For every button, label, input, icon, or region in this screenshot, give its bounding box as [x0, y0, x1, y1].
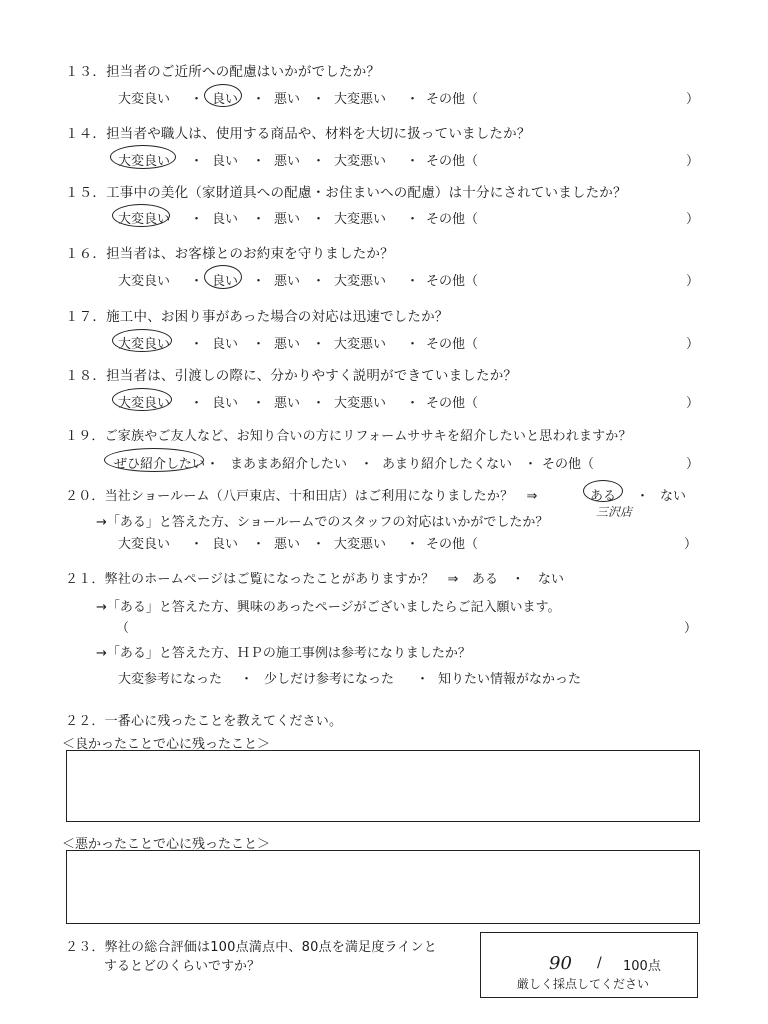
- separator: ・: [206, 457, 220, 472]
- separator: ・: [190, 274, 204, 289]
- q17-option-good[interactable]: 良い: [212, 337, 239, 352]
- question-20: ２０．当社ショールーム（八戸東店、十和田店）はご利用になりましたか？ ⇒: [65, 489, 538, 504]
- q20-option-bad[interactable]: 悪い: [274, 537, 301, 552]
- q20-option-no[interactable]: ない: [660, 489, 687, 504]
- q18-option-other[interactable]: その他（: [426, 396, 479, 411]
- q18-option-very-good[interactable]: 大変良い: [118, 396, 171, 411]
- good-memory-textbox[interactable]: [66, 750, 700, 822]
- q21-paren-close: ）: [684, 621, 698, 636]
- q16-option-bad[interactable]: 悪い: [274, 274, 301, 289]
- q17-option-very-bad[interactable]: 大変悪い: [334, 337, 387, 352]
- separator: ・: [406, 274, 420, 289]
- q14-option-very-good[interactable]: 大変良い: [118, 154, 171, 169]
- separator: ・: [312, 154, 326, 169]
- q16-option-very-good[interactable]: 大変良い: [118, 274, 171, 289]
- paren-close: ）: [686, 396, 700, 411]
- paren-close: ）: [686, 274, 700, 289]
- q21-followup-1: →「ある」と答えた方、興味のあったページがございましたらご記入願います。: [96, 600, 561, 615]
- q19-option-somewhat[interactable]: まあまあ紹介したい: [230, 457, 348, 472]
- q13-option-bad[interactable]: 悪い: [274, 92, 301, 107]
- separator: ・: [252, 337, 266, 352]
- paren-close: ）: [686, 212, 700, 227]
- bad-memory-label: ＜悪かったことで心に残ったこと＞: [62, 837, 271, 852]
- question-17: １７．施工中、お困り事があった場合の対応は迅速でしたか？: [65, 309, 449, 325]
- paren-close: ）: [686, 154, 700, 169]
- q20-option-good[interactable]: 良い: [212, 537, 239, 552]
- q21-option-slightly-helpful[interactable]: 少しだけ参考になった: [264, 672, 395, 687]
- separator: ・: [252, 274, 266, 289]
- question-19: １９．ご家族やご友人など、お知り合いの方にリフォームササキを紹介したいと思われますか？: [65, 429, 632, 444]
- separator: ・: [312, 212, 326, 227]
- question-16: １６．担当者は、お客様とのお約束を守りましたか？: [65, 246, 394, 262]
- q15-option-good[interactable]: 良い: [212, 212, 239, 227]
- score-slash: /: [597, 955, 602, 971]
- answer-circle-mark: [112, 329, 172, 352]
- question-15: １５．工事中の美化（家財道具への配慮・お住まいへの配慮）は十分にされていましたか？: [65, 185, 627, 201]
- q15-option-very-good[interactable]: 大変良い: [118, 212, 171, 227]
- score-max: 100点: [623, 959, 661, 974]
- question-22: ２２．一番心に残ったことを教えてください。: [65, 714, 343, 729]
- paren-close: ）: [686, 92, 700, 107]
- q21-option-not-helpful[interactable]: 知りたい情報がなかった: [438, 672, 582, 687]
- answer-circle-mark: [583, 480, 623, 502]
- separator: ・: [190, 154, 204, 169]
- separator: ・: [406, 337, 420, 352]
- separator: ・: [360, 457, 374, 472]
- q20-option-other[interactable]: その他（: [426, 537, 479, 552]
- q17-option-other[interactable]: その他（: [426, 337, 479, 352]
- q13-option-good[interactable]: 良い: [212, 92, 239, 107]
- q19-option-definitely[interactable]: ぜひ紹介したい: [114, 457, 206, 472]
- score-box[interactable]: [480, 932, 698, 998]
- q15-option-other[interactable]: その他（: [426, 212, 479, 227]
- separator: ・: [312, 537, 326, 552]
- q18-option-bad[interactable]: 悪い: [274, 396, 301, 411]
- q19-option-other[interactable]: その他（: [542, 457, 595, 472]
- q20-option-yes[interactable]: ある: [590, 489, 617, 504]
- separator: ・: [252, 537, 266, 552]
- separator: ・: [252, 154, 266, 169]
- q14-option-very-bad[interactable]: 大変悪い: [334, 154, 387, 169]
- q16-option-very-bad[interactable]: 大変悪い: [334, 274, 387, 289]
- separator: ・: [406, 154, 420, 169]
- q17-option-bad[interactable]: 悪い: [274, 337, 301, 352]
- q13-option-very-bad[interactable]: 大変悪い: [334, 92, 387, 107]
- separator: ・: [252, 212, 266, 227]
- question-23-line-1: ２３．弊社の総合評価は100点満点中、80点を満足度ラインと: [65, 940, 437, 955]
- q16-option-good[interactable]: 良い: [212, 274, 239, 289]
- q21-paren-open: （: [116, 621, 130, 636]
- question-21: ２１．弊社のホームページはご覧になったことがありますか？ ⇒ ある ・ ない: [65, 572, 565, 587]
- q18-option-good[interactable]: 良い: [212, 396, 239, 411]
- question-18: １８．担当者は、引渡しの際に、分かりやすく説明ができていましたか？: [65, 368, 518, 384]
- q14-option-good[interactable]: 良い: [212, 154, 239, 169]
- question-14: １４．担当者や職人は、使用する商品や、材料を大切に扱っていましたか？: [65, 126, 531, 142]
- answer-circle-mark: [204, 84, 242, 107]
- separator: ・: [190, 396, 204, 411]
- separator: ・: [190, 92, 204, 107]
- answer-circle-mark: [112, 204, 170, 227]
- separator: ・: [524, 457, 538, 472]
- q21-option-very-helpful[interactable]: 大変参考になった: [118, 672, 223, 687]
- q20-handwritten-note: 三沢店: [596, 505, 633, 519]
- question-23-line-2: するとどのくらいですか？: [104, 959, 261, 974]
- score-note: 厳しく採点してください: [517, 977, 650, 991]
- answer-circle-mark: [104, 448, 204, 472]
- q20-option-very-bad[interactable]: 大変悪い: [334, 537, 387, 552]
- q20-followup: →「ある」と答えた方、ショールームでのスタッフの対応はいかがでしたか？: [96, 515, 549, 530]
- answer-circle-mark: [204, 265, 242, 289]
- separator: ・: [416, 672, 430, 687]
- answer-circle-mark: [110, 145, 176, 169]
- separator: ・: [406, 537, 420, 552]
- q13-option-very-good[interactable]: 大変良い: [118, 92, 171, 107]
- separator: ・: [312, 274, 326, 289]
- paren-close: ）: [686, 457, 700, 472]
- score-handwritten: 90: [549, 953, 572, 974]
- separator: ・: [252, 396, 266, 411]
- separator: ・: [406, 212, 420, 227]
- q18-option-very-bad[interactable]: 大変悪い: [334, 396, 387, 411]
- separator: ・: [636, 489, 650, 504]
- separator: ・: [190, 537, 204, 552]
- q16-option-other[interactable]: その他（: [426, 274, 479, 289]
- q21-followup-2: →「ある」と答えた方、ＨＰの施工事例は参考になりましたか？: [96, 646, 471, 661]
- paren-close: ）: [684, 537, 698, 552]
- separator: ・: [312, 92, 326, 107]
- answer-circle-mark: [112, 388, 172, 411]
- separator: ・: [252, 92, 266, 107]
- q13-option-other[interactable]: その他（: [426, 92, 479, 107]
- q17-option-very-good[interactable]: 大変良い: [118, 337, 171, 352]
- separator: ・: [406, 396, 420, 411]
- q15-option-bad[interactable]: 悪い: [274, 212, 301, 227]
- q14-option-other[interactable]: その他（: [426, 154, 479, 169]
- separator: ・: [240, 672, 254, 687]
- q14-option-bad[interactable]: 悪い: [274, 154, 301, 169]
- good-memory-label: ＜良かったことで心に残ったこと＞: [62, 737, 271, 752]
- q20-option-very-good[interactable]: 大変良い: [118, 537, 171, 552]
- paren-close: ）: [686, 337, 700, 352]
- separator: ・: [312, 396, 326, 411]
- bad-memory-textbox[interactable]: [66, 850, 700, 924]
- separator: ・: [190, 337, 204, 352]
- separator: ・: [406, 92, 420, 107]
- q19-option-not-really[interactable]: あまり紹介したくない: [382, 457, 513, 472]
- separator: ・: [190, 212, 204, 227]
- q15-option-very-bad[interactable]: 大変悪い: [334, 212, 387, 227]
- question-13: １３．担当者のご近所への配慮はいかがでしたか？: [65, 64, 381, 80]
- separator: ・: [312, 337, 326, 352]
